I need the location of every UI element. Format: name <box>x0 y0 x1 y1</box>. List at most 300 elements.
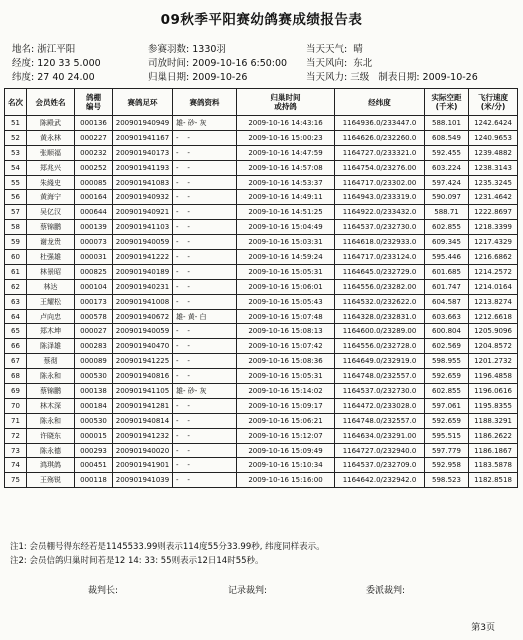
table-cell: 000530 <box>75 413 113 428</box>
made-date-value: 2009-10-26 <box>422 72 478 83</box>
table-cell: 51 <box>5 116 27 131</box>
table-cell: 1213.8274 <box>469 294 518 309</box>
table-cell: - - <box>173 413 237 428</box>
table-cell: 68 <box>5 369 27 384</box>
column-header: 名次 <box>5 89 27 116</box>
wind-dir-value: 东北 <box>353 58 373 69</box>
table-cell: - - <box>173 205 237 220</box>
table-row <box>5 294 518 309</box>
table-cell: 200901940816 <box>113 369 173 384</box>
table-row <box>5 190 518 205</box>
table-cell: 602.569 <box>425 339 469 354</box>
table-cell: 000283 <box>75 339 113 354</box>
feathers-info <box>148 44 226 56</box>
table-cell: 1164922.0/233432.0 <box>335 205 425 220</box>
table-row <box>5 205 518 220</box>
table-cell: 60 <box>5 250 27 265</box>
table-cell: 000451 <box>75 458 113 473</box>
table-cell: 600.804 <box>425 324 469 339</box>
table-cell: 1164537.0/232730.0 <box>335 384 425 399</box>
table-cell: 林景昭 <box>27 264 75 279</box>
table-cell: 杜强雄 <box>27 250 75 265</box>
table-cell: 1164727.0/233321.0 <box>335 145 425 160</box>
table-row <box>5 354 518 369</box>
table-cell: - - <box>173 160 237 175</box>
table-cell: 000118 <box>75 473 113 488</box>
table-cell: 69 <box>5 384 27 399</box>
table-cell: 595.446 <box>425 250 469 265</box>
table-cell: 200901941105 <box>113 384 173 399</box>
table-cell: 592.455 <box>425 145 469 160</box>
table-cell: 1164748.0/232557.0 <box>335 413 425 428</box>
table-cell: 602.855 <box>425 220 469 235</box>
table-cell: 1239.4882 <box>469 145 518 160</box>
table-cell: 陈泽雄 <box>27 339 75 354</box>
column-header: 鸽棚 编号 <box>75 89 113 116</box>
table-cell: - - <box>173 175 237 190</box>
table-cell: 1196.0616 <box>469 384 518 399</box>
table-cell: 000104 <box>75 279 113 294</box>
table-cell: 000015 <box>75 428 113 443</box>
table-cell: 75 <box>5 473 27 488</box>
table-cell: 54 <box>5 160 27 175</box>
table-cell: - - <box>173 130 237 145</box>
table-cell: 603.663 <box>425 309 469 324</box>
table-cell: 1231.4642 <box>469 190 518 205</box>
column-header: 会员姓名 <box>27 89 75 116</box>
table-row <box>5 235 518 250</box>
table-cell: 602.855 <box>425 384 469 399</box>
table-cell: - - <box>173 190 237 205</box>
table-cell: 597.424 <box>425 175 469 190</box>
table-cell: 000085 <box>75 175 113 190</box>
table-cell: - - <box>173 428 237 443</box>
table-cell: 1164626.0/232260.0 <box>335 130 425 145</box>
place-value: 浙江平阳 <box>37 44 76 55</box>
table-cell: 雄- 砂- 灰 <box>173 116 237 131</box>
table-cell: 雄- 砂- 灰 <box>173 384 237 399</box>
table-cell: 64 <box>5 309 27 324</box>
table-cell: 000164 <box>75 190 113 205</box>
table-cell: 1164328.0/232831.0 <box>335 309 425 324</box>
table-cell: 200901941222 <box>113 250 173 265</box>
table-cell: 66 <box>5 339 27 354</box>
table-cell: 58 <box>5 220 27 235</box>
table-cell: 1240.9653 <box>469 130 518 145</box>
table-cell: 朱綫史 <box>27 175 75 190</box>
table-row <box>5 324 518 339</box>
made-date-label: 制表日期: <box>378 72 420 83</box>
table-cell: 200901941232 <box>113 428 173 443</box>
table-cell: 1186.2622 <box>469 428 518 443</box>
table-cell: 000644 <box>75 205 113 220</box>
table-cell: 王殇锐 <box>27 473 75 488</box>
table-cell: 1164645.0/232729.0 <box>335 264 425 279</box>
table-cell: 1164472.0/233028.0 <box>335 398 425 413</box>
table-cell: 000825 <box>75 264 113 279</box>
table-cell: 1188.3291 <box>469 413 518 428</box>
table-cell: 200901941901 <box>113 458 173 473</box>
column-header: 经纬度 <box>335 89 425 116</box>
return-info <box>148 72 247 84</box>
table-row <box>5 458 518 473</box>
table-cell: 1164936.0/233447.0 <box>335 116 425 131</box>
table-cell: 1164532.0/232622.0 <box>335 294 425 309</box>
table-cell: 597.061 <box>425 398 469 413</box>
table-cell: 200901941083 <box>113 175 173 190</box>
table-row <box>5 309 518 324</box>
table-cell: - - <box>173 398 237 413</box>
table-cell: 2009-10-16 15:07:42 <box>237 339 335 354</box>
table-cell: 1238.3143 <box>469 160 518 175</box>
table-cell: - - <box>173 443 237 458</box>
table-cell: 000073 <box>75 235 113 250</box>
table-cell: 598.523 <box>425 473 469 488</box>
weather-info <box>306 44 363 56</box>
table-cell: 黄永林 <box>27 130 75 145</box>
wind-dir-label: 当天风向: <box>306 58 348 69</box>
table-cell: 588.71 <box>425 205 469 220</box>
table-cell: 592.659 <box>425 413 469 428</box>
table-cell: 1186.1867 <box>469 443 518 458</box>
table-cell: 592.659 <box>425 369 469 384</box>
table-row <box>5 250 518 265</box>
table-cell: 1164537.0/232730.0 <box>335 220 425 235</box>
wind-force-label: 当天风力: <box>306 72 348 83</box>
table-cell: 598.955 <box>425 354 469 369</box>
table-cell: 1164943.0/233319.0 <box>335 190 425 205</box>
table-cell: 70 <box>5 398 27 413</box>
table-cell: 200901940059 <box>113 324 173 339</box>
notes <box>10 540 325 568</box>
table-cell: 1164642.0/232942.0 <box>335 473 425 488</box>
return-label: 归巢日期: <box>148 72 190 83</box>
table-cell: 000232 <box>75 145 113 160</box>
table-cell: 65 <box>5 324 27 339</box>
table-cell: 63 <box>5 294 27 309</box>
table-cell: 200901940949 <box>113 116 173 131</box>
table-cell: 2009-10-16 15:09:49 <box>237 443 335 458</box>
table-cell: 200901940470 <box>113 339 173 354</box>
table-cell: 588.101 <box>425 116 469 131</box>
column-header: 赛鸽足环 <box>113 89 173 116</box>
table-cell: - - <box>173 145 237 160</box>
page-number: 第3页 <box>471 623 495 633</box>
table-cell: 1164618.0/232933.0 <box>335 235 425 250</box>
table-cell: 2009-10-16 14:47:59 <box>237 145 335 160</box>
table-cell: 000089 <box>75 354 113 369</box>
commissioner-signature: 委派裁判: <box>366 586 406 596</box>
table-cell: 蔡锦鹏 <box>27 384 75 399</box>
weather-value: 晴 <box>353 44 363 55</box>
table-cell: 1164748.0/232557.0 <box>335 369 425 384</box>
table-cell: 000578 <box>75 309 113 324</box>
table-cell: - - <box>173 220 237 235</box>
table-cell: 1164727.0/232940.0 <box>335 443 425 458</box>
return-value: 2009-10-26 <box>192 72 248 83</box>
header-row <box>5 89 518 116</box>
place-info <box>12 44 75 56</box>
weather-label: 当天天气: <box>306 44 348 55</box>
table-cell: 陈永和 <box>27 413 75 428</box>
table-row <box>5 428 518 443</box>
table-cell: - - <box>173 250 237 265</box>
longitude-info <box>12 58 101 70</box>
table-row <box>5 384 518 399</box>
table-cell: 1204.8572 <box>469 339 518 354</box>
table-cell: 1164717.0/233124.0 <box>335 250 425 265</box>
table-cell: 1183.5878 <box>469 458 518 473</box>
table-cell: 56 <box>5 190 27 205</box>
table-cell: 000293 <box>75 443 113 458</box>
table-cell: 000031 <box>75 250 113 265</box>
table-cell: 1235.3245 <box>469 175 518 190</box>
table-cell: 2009-10-16 15:10:34 <box>237 458 335 473</box>
table-cell: 2009-10-16 15:05:43 <box>237 294 335 309</box>
feathers-value: 1330羽 <box>192 44 226 55</box>
table-row <box>5 145 518 160</box>
table-cell: 200901940231 <box>113 279 173 294</box>
table-cell: 陈永德 <box>27 443 75 458</box>
column-header: 赛鸽资料 <box>173 89 237 116</box>
table-row <box>5 220 518 235</box>
table-cell: 000227 <box>75 130 113 145</box>
table-cell: 陈永和 <box>27 369 75 384</box>
latitude-value: 27 40 24.00 <box>37 72 95 83</box>
feathers-label: 参赛羽数: <box>148 44 190 55</box>
table-cell: 2009-10-16 14:59:24 <box>237 250 335 265</box>
table-cell: 200901941193 <box>113 160 173 175</box>
table-cell: 1164649.0/232919.0 <box>335 354 425 369</box>
table-cell: 1212.6618 <box>469 309 518 324</box>
table-cell: 林达 <box>27 279 75 294</box>
table-cell: 71 <box>5 413 27 428</box>
wind-dir-info <box>306 58 372 70</box>
table-row <box>5 339 518 354</box>
table-cell: - - <box>173 235 237 250</box>
table-cell: 1182.8518 <box>469 473 518 488</box>
table-row <box>5 130 518 145</box>
table-cell: 74 <box>5 458 27 473</box>
table-cell: 2009-10-16 14:53:37 <box>237 175 335 190</box>
table-cell: 603.224 <box>425 160 469 175</box>
table-cell: - - <box>173 354 237 369</box>
table-cell: - - <box>173 264 237 279</box>
column-header: 实际空距 (千米) <box>425 89 469 116</box>
table-cell: 200901940020 <box>113 443 173 458</box>
table-cell: - - <box>173 473 237 488</box>
table-row <box>5 160 518 175</box>
release-info <box>148 58 287 70</box>
table-cell: - - <box>173 324 237 339</box>
table-cell: - - <box>173 294 237 309</box>
table-cell: 2009-10-16 15:07:48 <box>237 309 335 324</box>
table-cell: 2009-10-16 15:14:02 <box>237 384 335 399</box>
table-cell: 2009-10-16 15:16:00 <box>237 473 335 488</box>
table-cell: 590.097 <box>425 190 469 205</box>
latitude-label: 纬度: <box>12 72 35 83</box>
table-cell: 000252 <box>75 160 113 175</box>
table-cell: 55 <box>5 175 27 190</box>
table-cell: 57 <box>5 205 27 220</box>
longitude-value: 120 33 5.000 <box>37 58 101 69</box>
note-2: 注2: 会员信鸽归巢时间若是12 14: 33: 55则表示12日14时55秒。 <box>10 556 264 566</box>
table-cell: 200901940173 <box>113 145 173 160</box>
longitude-label: 经度: <box>12 58 35 69</box>
table-row <box>5 116 518 131</box>
table-cell: 林木深 <box>27 398 75 413</box>
table-cell: 1196.4858 <box>469 369 518 384</box>
table-cell: 1164556.0/23282.00 <box>335 279 425 294</box>
judge-signature: 裁判长: <box>88 586 119 596</box>
table-cell: 郑兆兴 <box>27 160 75 175</box>
table-cell: 200901941008 <box>113 294 173 309</box>
release-label: 司放时间: <box>148 58 190 69</box>
table-cell: 609.345 <box>425 235 469 250</box>
table-cell: - - <box>173 279 237 294</box>
table-cell: 2009-10-16 14:43:16 <box>237 116 335 131</box>
table-row <box>5 443 518 458</box>
table-cell: 1214.0164 <box>469 279 518 294</box>
table-cell: 000173 <box>75 294 113 309</box>
table-cell: 000530 <box>75 369 113 384</box>
table-cell: 1214.2572 <box>469 264 518 279</box>
report-title: 09秋季平阳赛幼鸽赛成绩报告表 <box>160 12 363 28</box>
table-cell: 604.587 <box>425 294 469 309</box>
table-cell: 2009-10-16 15:06:01 <box>237 279 335 294</box>
wind-force-info <box>306 72 478 84</box>
table-cell: 1164537.0/232709.0 <box>335 458 425 473</box>
wind-force-value: 三级 <box>350 72 370 83</box>
table-cell: 1164600.0/23289.00 <box>335 324 425 339</box>
recorder-signature: 记录裁判: <box>228 586 268 596</box>
table-cell: 1195.8355 <box>469 398 518 413</box>
table-cell: 200901940672 <box>113 309 173 324</box>
table-cell: 2009-10-16 15:12:07 <box>237 428 335 443</box>
table-cell: 59 <box>5 235 27 250</box>
table-row <box>5 175 518 190</box>
table-cell: 2009-10-16 15:00:23 <box>237 130 335 145</box>
latitude-info <box>12 72 95 84</box>
table-row <box>5 413 518 428</box>
table-cell: 郑木坤 <box>27 324 75 339</box>
table-cell: 2009-10-16 15:05:31 <box>237 369 335 384</box>
table-cell: 卢向忠 <box>27 309 75 324</box>
table-cell: - - <box>173 339 237 354</box>
table-cell: 1216.6862 <box>469 250 518 265</box>
table-cell: 200901940189 <box>113 264 173 279</box>
place-label: 地名: <box>12 44 35 55</box>
table-cell: 200901941225 <box>113 354 173 369</box>
table-cell: 601.685 <box>425 264 469 279</box>
table-cell: 蔡彻 <box>27 354 75 369</box>
table-cell: 黄海宁 <box>27 190 75 205</box>
table-cell: 597.779 <box>425 443 469 458</box>
table-row <box>5 264 518 279</box>
table-cell: 2009-10-16 14:51:25 <box>237 205 335 220</box>
table-cell: 000027 <box>75 324 113 339</box>
table-cell: 67 <box>5 354 27 369</box>
table-cell: 张顺福 <box>27 145 75 160</box>
table-cell: 200901940059 <box>113 235 173 250</box>
table-cell: 1242.6424 <box>469 116 518 131</box>
table-row <box>5 398 518 413</box>
table-cell: 200901941103 <box>113 220 173 235</box>
table-body <box>5 116 518 488</box>
table-cell: 000138 <box>75 384 113 399</box>
table-cell: 2009-10-16 15:05:31 <box>237 264 335 279</box>
table-cell: 2009-10-16 15:08:13 <box>237 324 335 339</box>
table-row <box>5 473 518 488</box>
table-cell: 吴亿汉 <box>27 205 75 220</box>
table-cell: 53 <box>5 145 27 160</box>
table-cell: 200901940814 <box>113 413 173 428</box>
table-cell: 2009-10-16 15:03:31 <box>237 235 335 250</box>
table-row <box>5 279 518 294</box>
table-cell: - - <box>173 458 237 473</box>
table-cell: 000139 <box>75 220 113 235</box>
column-header: 归巢时间 或持鸽 <box>237 89 335 116</box>
table-cell: 1217.4329 <box>469 235 518 250</box>
table-cell: - - <box>173 369 237 384</box>
table-cell: 62 <box>5 279 27 294</box>
note-1: 注1: 会员棚号得东经若是1145533.99则表示114度55分33.99秒, 纬度同样表示。 <box>10 542 325 552</box>
table-header <box>5 89 518 116</box>
table-cell: 61 <box>5 264 27 279</box>
table-cell: 陈殿武 <box>27 116 75 131</box>
table-cell: 000184 <box>75 398 113 413</box>
table-cell: 592.958 <box>425 458 469 473</box>
table-cell: 200901941281 <box>113 398 173 413</box>
table-cell: 1201.2732 <box>469 354 518 369</box>
table-cell: 200901941167 <box>113 130 173 145</box>
table-cell: 72 <box>5 428 27 443</box>
table-cell: 200901940932 <box>113 190 173 205</box>
table-cell: 雄- 黄- 白 <box>173 309 237 324</box>
table-cell: 595.515 <box>425 428 469 443</box>
table-cell: 1218.3399 <box>469 220 518 235</box>
table-cell: 蔡锦鹏 <box>27 220 75 235</box>
table-cell: 601.747 <box>425 279 469 294</box>
table-cell: 608.549 <box>425 130 469 145</box>
table-cell: 200901941039 <box>113 473 173 488</box>
release-value: 2009-10-16 6:50:00 <box>192 58 288 69</box>
table-row <box>5 369 518 384</box>
table-cell: 2009-10-16 15:08:36 <box>237 354 335 369</box>
table-cell: 200901940921 <box>113 205 173 220</box>
table-cell: 1164754.0/23276.00 <box>335 160 425 175</box>
table-cell: 1222.8697 <box>469 205 518 220</box>
table-cell: 许晓东 <box>27 428 75 443</box>
table-cell: 000136 <box>75 116 113 131</box>
column-header: 飞行速度 (米/分) <box>469 89 518 116</box>
table-cell: 谢龙贵 <box>27 235 75 250</box>
table-cell: 52 <box>5 130 27 145</box>
results-table <box>4 88 518 488</box>
table-cell: 2009-10-16 14:57:08 <box>237 160 335 175</box>
table-cell: 2009-10-16 15:09:17 <box>237 398 335 413</box>
table-cell: 1205.9096 <box>469 324 518 339</box>
table-cell: 2009-10-16 15:06:21 <box>237 413 335 428</box>
table-cell: 2009-10-16 14:49:11 <box>237 190 335 205</box>
table-cell: 鸿琪鸽 <box>27 458 75 473</box>
table-cell: 1164717.0/23302.00 <box>335 175 425 190</box>
table-cell: 2009-10-16 15:04:49 <box>237 220 335 235</box>
table-cell: 1164556.0/232728.0 <box>335 339 425 354</box>
table-cell: 73 <box>5 443 27 458</box>
table-cell: 王耀松 <box>27 294 75 309</box>
table-cell: 1164634.0/23291.00 <box>335 428 425 443</box>
